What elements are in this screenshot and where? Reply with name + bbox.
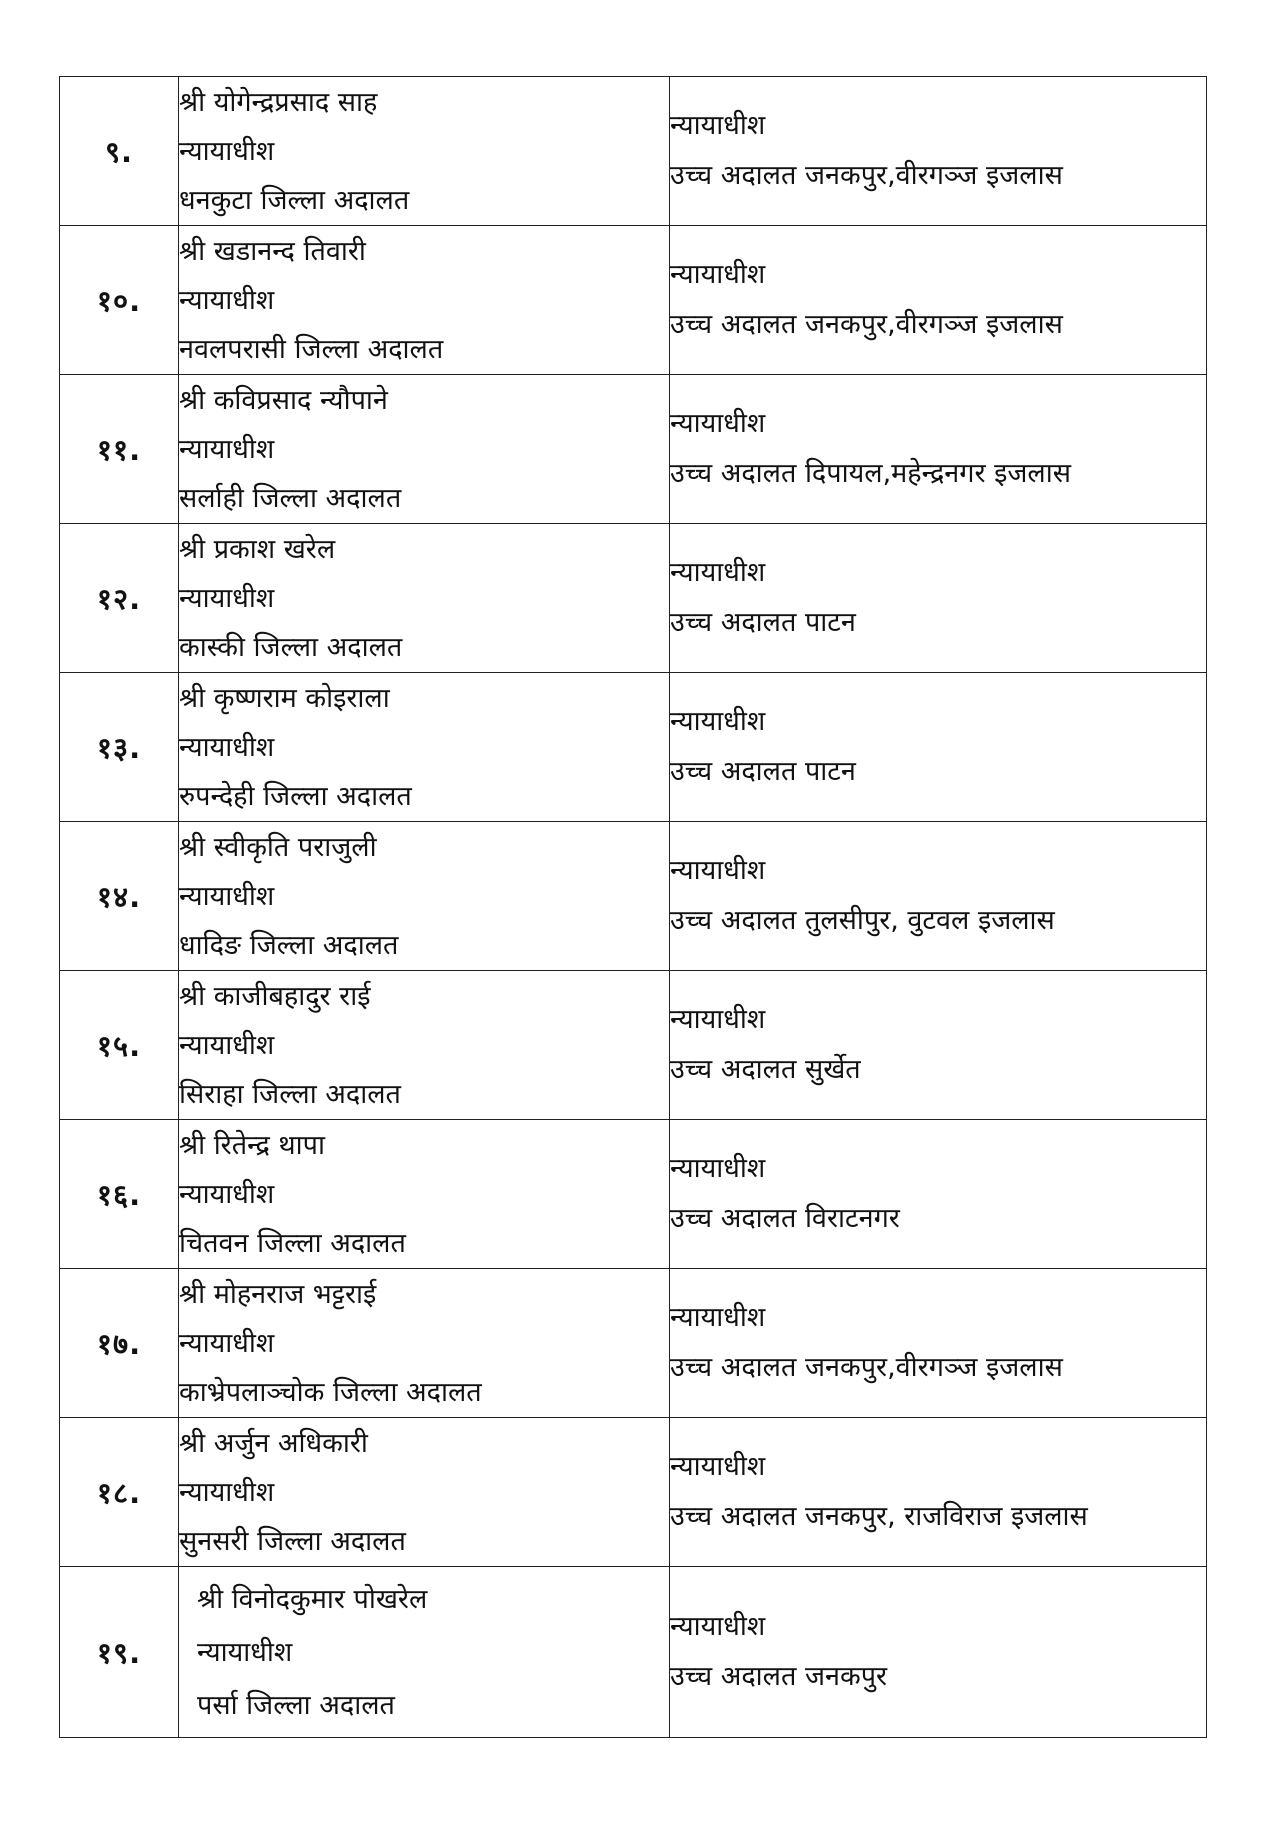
serial-number: १७. xyxy=(60,1269,179,1418)
table-row xyxy=(60,822,1207,971)
current-title: न्यायाधीश xyxy=(179,433,275,465)
new-title: न्यायाधीश xyxy=(670,110,766,141)
judge-name: श्री योगेन्द्रप्रसाद साह xyxy=(179,86,378,118)
judge-name: श्री खडानन्द तिवारी xyxy=(179,235,366,267)
current-post-cell xyxy=(179,524,670,673)
current-title: न्यायाधीश xyxy=(179,731,275,763)
current-title: न्यायाधीश xyxy=(179,880,275,912)
table-row xyxy=(60,1418,1207,1567)
current-title: न्यायाधीश xyxy=(179,284,275,316)
new-post-cell xyxy=(670,1567,1207,1738)
current-post-cell xyxy=(179,1269,670,1418)
new-title: न्यायाधीश xyxy=(670,408,766,439)
current-court: कास्की जिल्ला अदालत xyxy=(179,631,403,663)
current-court: पर्सा जिल्ला अदालत xyxy=(197,1689,395,1721)
judge-name: श्री कृष्णराम कोइराला xyxy=(179,682,390,714)
new-title: न्यायाधीश xyxy=(670,557,766,588)
new-court: उच्च अदालत जनकपुर,वीरगञ्ज इजलास xyxy=(670,309,1063,340)
judge-name: श्री प्रकाश खरेल xyxy=(179,533,336,565)
new-court: उच्च अदालत सुर्खेत xyxy=(670,1054,861,1085)
judge-name: श्री विनोदकुमार पोखरेल xyxy=(197,1583,428,1615)
table-row xyxy=(60,1567,1207,1738)
serial-number: १५. xyxy=(60,971,179,1120)
new-court: उच्च अदालत जनकपुर, राजविराज इजलास xyxy=(670,1501,1088,1532)
current-post-cell xyxy=(179,1418,670,1567)
current-post-cell xyxy=(179,226,670,375)
judge-name: श्री मोहनराज भट्टराई xyxy=(179,1278,377,1310)
new-post-cell xyxy=(670,524,1207,673)
judge-name: श्री रितेन्द्र थापा xyxy=(179,1129,325,1161)
new-post-cell xyxy=(670,77,1207,226)
current-post-cell xyxy=(179,1567,670,1738)
table-row xyxy=(60,226,1207,375)
new-court: उच्च अदालत तुलसीपुर, वुटवल इजलास xyxy=(670,905,1055,936)
new-court: उच्च अदालत जनकपुर,वीरगञ्ज इजलास xyxy=(670,1352,1063,1383)
current-post-cell xyxy=(179,375,670,524)
table-row xyxy=(60,1120,1207,1269)
serial-number: ११. xyxy=(60,375,179,524)
new-court: उच्च अदालत दिपायल,महेन्द्रनगर इजलास xyxy=(670,458,1071,489)
current-title: न्यायाधीश xyxy=(179,582,275,614)
serial-number: १०. xyxy=(60,226,179,375)
current-court: काभ्रेपलाञ्चोक जिल्ला अदालत xyxy=(179,1376,482,1408)
new-court: उच्च अदालत विराटनगर xyxy=(670,1203,900,1234)
new-court: उच्च अदालत जनकपुर,वीरगञ्ज इजलास xyxy=(670,160,1063,191)
current-court: धनकुटा जिल्ला अदालत xyxy=(179,184,410,216)
new-title: न्यायाधीश xyxy=(670,1611,766,1642)
new-post-cell xyxy=(670,971,1207,1120)
table-row xyxy=(60,77,1207,226)
serial-number: १९. xyxy=(60,1567,179,1738)
current-title: न्यायाधीश xyxy=(179,1327,275,1359)
current-court: सिराहा जिल्ला अदालत xyxy=(179,1078,401,1110)
current-court: सर्लाही जिल्ला अदालत xyxy=(179,482,402,514)
current-court: रुपन्देही जिल्ला अदालत xyxy=(179,780,412,812)
current-title: न्यायाधीश xyxy=(197,1636,293,1668)
current-title: न्यायाधीश xyxy=(179,1029,275,1061)
new-court: उच्च अदालत पाटन xyxy=(670,607,856,638)
judge-transfer-table xyxy=(59,76,1207,1738)
table-row xyxy=(60,1269,1207,1418)
serial-number: १३. xyxy=(60,673,179,822)
table-row xyxy=(60,375,1207,524)
current-court: सुनसरी जिल्ला अदालत xyxy=(179,1525,406,1557)
serial-number: १८. xyxy=(60,1418,179,1567)
judge-name: श्री कविप्रसाद न्यौपाने xyxy=(179,384,388,416)
current-post-cell xyxy=(179,822,670,971)
current-title: न्यायाधीश xyxy=(179,1178,275,1210)
new-title: न्यायाधीश xyxy=(670,259,766,290)
new-post-cell xyxy=(670,1269,1207,1418)
current-post-cell xyxy=(179,77,670,226)
new-title: न्यायाधीश xyxy=(670,1302,766,1333)
judge-name: श्री स्वीकृति पराजुली xyxy=(179,831,377,863)
new-title: न्यायाधीश xyxy=(670,855,766,886)
current-title: न्यायाधीश xyxy=(179,135,275,167)
new-court: उच्च अदालत पाटन xyxy=(670,756,856,787)
judge-name: श्री काजीबहादुर राई xyxy=(179,980,371,1012)
new-post-cell xyxy=(670,822,1207,971)
serial-number: १४. xyxy=(60,822,179,971)
current-court: धादिङ जिल्ला अदालत xyxy=(179,929,399,961)
new-post-cell xyxy=(670,375,1207,524)
serial-number: १२. xyxy=(60,524,179,673)
table-row xyxy=(60,971,1207,1120)
new-title: न्यायाधीश xyxy=(670,706,766,737)
current-post-cell xyxy=(179,971,670,1120)
serial-number: १६. xyxy=(60,1120,179,1269)
table-row xyxy=(60,673,1207,822)
current-court: नवलपरासी जिल्ला अदालत xyxy=(179,333,444,365)
new-post-cell xyxy=(670,1418,1207,1567)
new-title: न्यायाधीश xyxy=(670,1004,766,1035)
new-title: न्यायाधीश xyxy=(670,1451,766,1482)
new-post-cell xyxy=(670,1120,1207,1269)
new-court: उच्च अदालत जनकपुर xyxy=(670,1661,888,1692)
current-court: चितवन जिल्ला अदालत xyxy=(179,1227,406,1259)
new-post-cell xyxy=(670,673,1207,822)
new-post-cell xyxy=(670,226,1207,375)
current-post-cell xyxy=(179,1120,670,1269)
current-post-cell xyxy=(179,673,670,822)
new-title: न्यायाधीश xyxy=(670,1153,766,1184)
current-title: न्यायाधीश xyxy=(179,1476,275,1508)
judge-name: श्री अर्जुन अधिकारी xyxy=(179,1427,368,1459)
serial-number: ९. xyxy=(60,77,179,226)
table-row xyxy=(60,524,1207,673)
